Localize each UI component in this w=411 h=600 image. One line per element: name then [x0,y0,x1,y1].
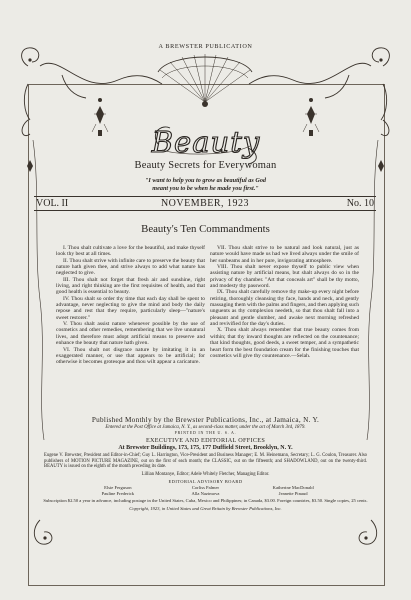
commandment-paragraph: X. Thou shalt always remember that true beauty comes from within; that thy inward thoughts are reflected on the countenance; that kind thoughts, good deeds, a sweet temper, and a sympathetic heart form the best foundation cream for the finishing touches that cosmetics will give thy countenance.—Selah. [210,327,359,359]
commandment-paragraph: VIII. Thou shalt never expose thyself to public view when assisting nature by artificial means, but shalt always do so in the privacy of thy chamber. "Art that conceals art" shall be thy motto, and modesty thy password. [210,264,359,290]
commandment-paragraph: IX. Thou shalt carefully remove thy make-up every night before retiring, thoroughly cleansing thy face, hands and neck, and gently massaging them with the palms and fingers, and then applying such unguents as thy complexion needeth, so that thou shalt fall into a pleasant and gentle slumber, and awake next morning refreshed and revivified for the day's duties. [210,289,359,328]
advisory-member: Katherine MacDonald [272,485,314,491]
issue-date: NOVEMBER, 1923 [160,198,250,209]
left-garland-ornament [40,63,162,84]
issue-info-bar [34,196,376,211]
copyright-line: Copyright, 1923, in United States and Great Britain by Brewster Publications, Inc. [129,506,282,512]
executive-offices-title: EXECUTIVE AND EDITORIAL OFFICES [145,437,266,444]
right-garland-ornament [249,63,371,84]
commandment-paragraph: III. Thou shalt not forget that fresh air and sunshine, right living, and right thinking are the first requisites of health, and that good health is essential to beauty. [56,276,205,296]
printed-line: PRINTED IN THE U. S. A. [174,431,237,435]
commandment-paragraph: VI. Thou shalt not disgrace nature by imitating it in an exaggerated manner, or use that appears to be artificial; for otherwise it becomes grotesque and thou wilt appear a caricature. [56,346,205,366]
editors-line: Lillian Montanye, Editor; Adele Whitely Fletcher, Managing Editor. [141,472,270,478]
advisory-board-list [74,485,337,496]
advisory-member: Pauline Frederick [101,490,135,496]
motto-line-2: meant you to be when he made you first." [152,185,259,192]
officers-paragraph: Eugene V. Brewster, President and Editor-in-Chief; Guy L. Harrington, Vice-President and Business Manager; E. M. Heinemann, Secretary; L. G. Coulon, Treasurer. Also publishers of MOTION PICTURE MAGAZINE, out on the first of each month; the CLASSIC, out on the fifteenth; and SHADOWLAND, out on the twenty-third. BEAUTY is issued on the eighth of the month preceding its date. [44,453,367,470]
published-line: Published Monthly by the Brewster Publications, Inc., at Jamaica, N. Y. [91,416,320,424]
advisory-member: Jeanette Pinaud [278,490,308,496]
svg-text:Beauty: Beauty [151,125,261,159]
commandment-paragraph: I. Thou shalt cultivate a love for the beautiful, and make thyself look thy best at all times. [56,245,205,258]
advisory-member: Alla Nazimova [191,490,220,496]
commandment-paragraph: IV. Thou shalt so order thy time that each day shall be spent to advantage, never neglecting to give the mind and body the daily repose and rest that they require, particularly sleep—"nature's sweet restorer." [56,295,205,321]
advisory-member: Corliss Palmer [191,485,220,491]
motto-line-1: "I want to help you to grow as beautiful as God [144,177,267,184]
commandments-left-column [56,245,205,366]
publisher-line: A BREWSTER PUBLICATION [158,43,253,50]
commandment-paragraph: V. Thou shalt assist nature whenever possible by the use of cosmetics and other remedies, remembering that we live unnatural lives, and therefore must adopt artificial means to preserve and enhance the beauty that nature hath given. [56,321,205,347]
issue-volume: VOL. II [36,198,69,209]
magazine-subtitle: Beauty Secrets for Everywoman [134,160,277,171]
advisory-board-title: EDITORIAL ADVISORY BOARD [168,479,243,485]
magazine-motto [0,177,411,193]
entered-line: Entered at the Post Office at Jamaica, N. Y., as second-class matter, under the act of March 3rd, 1879. [105,425,306,430]
commandment-paragraph: II. Thou shalt strive with infinite care to preserve the beauty that nature hath given thee, and strive always to add what nature has neglected to give. [56,257,205,277]
subscription-info: Subscription $2.50 a year in advance, including postage in the United States, Cuba, Mexico and Philippines; in Canada, $3.00. Foreign countries, $3.50. Single copies, 25 cents. [43,497,368,503]
issue-number: No. 10 [346,198,374,209]
commandments-right-column [210,245,359,359]
advisory-member: Elsie Ferguson [104,485,132,491]
article-title: Beauty's Ten Commandments [141,223,270,235]
publication-footer [40,416,371,511]
commandment-paragraph: VII. Thou shalt strive to be natural and look natural, just as nature would have made us had we lived always under the smile of her sunbeams and in her pure, invigorating atmosphere. [210,245,359,264]
executive-offices-address: At Brewster Buildings, 173, 175, 177 Duffield Street, Brooklyn, N. Y. [118,445,293,451]
